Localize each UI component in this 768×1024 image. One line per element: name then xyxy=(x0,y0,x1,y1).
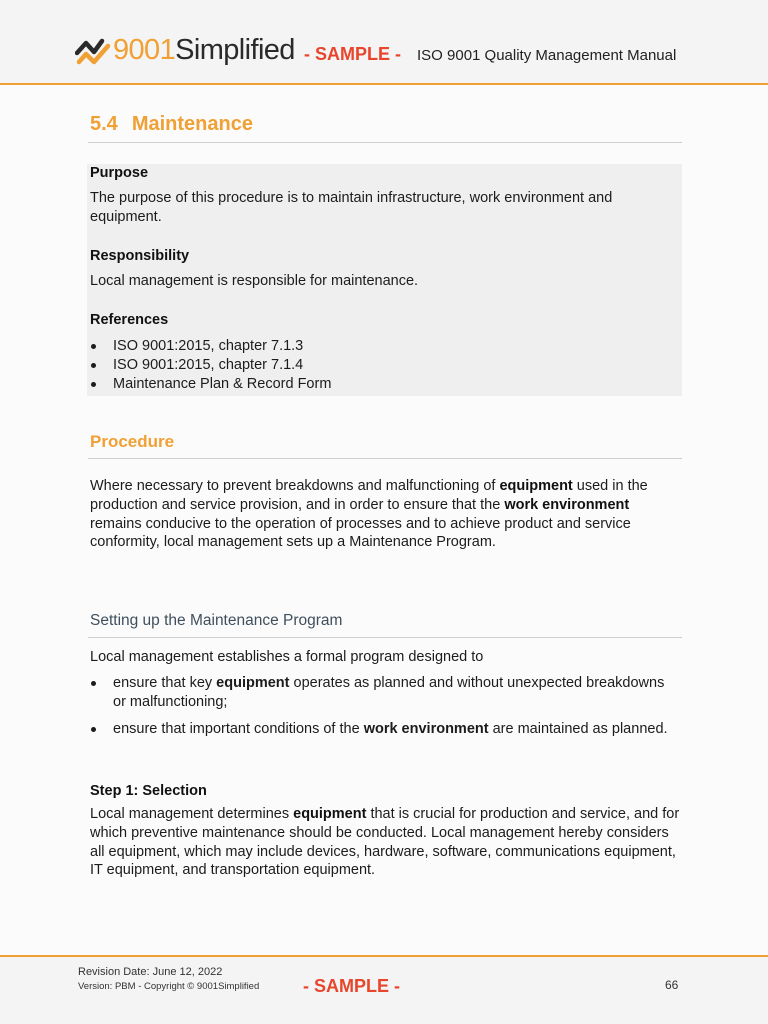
section-title-text: Maintenance xyxy=(131,113,253,135)
section-heading xyxy=(90,113,253,136)
list-item xyxy=(90,674,680,712)
version-copyright: Version: PBM - Copyright © 9001Simplified xyxy=(78,981,260,992)
setup-list xyxy=(90,674,680,746)
footer-sample-label: - SAMPLE - xyxy=(303,976,400,996)
list-item: Maintenance Plan & Record Form xyxy=(90,375,680,394)
step1-text-2: that is crucial for production and service, and for which preventive maintenance should be conducted. Local management hereby considers all equipment, which may include devices, hardware, software, communications equipment, IT equipment, and transportation equipment. xyxy=(90,806,680,879)
page-footer xyxy=(0,957,768,1024)
step1-heading: Step 1: Selection xyxy=(90,783,207,799)
bullet-bold: work environment xyxy=(363,720,489,737)
setup-heading: Setting up the Maintenance Program xyxy=(90,612,343,629)
references-list xyxy=(90,337,680,393)
list-item: ISO 9001:2015, chapter 7.1.3 xyxy=(90,337,680,356)
setup-divider xyxy=(88,637,682,638)
bullet-text: ensure that important conditions of the xyxy=(113,720,364,737)
setup-intro: Local management establishes a formal program designed to xyxy=(90,649,484,665)
purpose-heading: Purpose xyxy=(90,165,149,181)
logo-mark-icon xyxy=(75,35,111,65)
responsibility-text: Local management is responsible for maintenance. xyxy=(90,273,419,289)
purpose-text: The purpose of this procedure is to maintain infrastructure, work environment and equipment. xyxy=(90,190,613,225)
logo-word: Simplified xyxy=(175,33,295,66)
procedure-heading: Procedure xyxy=(90,432,175,451)
revision-date: Revision Date: June 12, 2022 xyxy=(78,966,223,978)
procedure-paragraph xyxy=(90,477,682,552)
document-title: ISO 9001 Quality Management Manual xyxy=(417,47,677,64)
list-item: ISO 9001:2015, chapter 7.1.4 xyxy=(90,356,680,375)
logo-wordmark xyxy=(113,33,295,66)
bullet-text: are maintained as planned. xyxy=(488,720,668,737)
step1-paragraph xyxy=(90,805,682,880)
logo-number: 9001 xyxy=(113,33,176,66)
bullet-bold: equipment xyxy=(216,675,290,691)
procedure-bold-1: equipment xyxy=(499,478,573,494)
brand-logo xyxy=(75,35,295,65)
bullet-text: operates as planned and without unexpected breakdowns or malfunctioning; xyxy=(113,675,665,710)
step1-bold: equipment xyxy=(293,806,367,822)
procedure-bold-2: work environment xyxy=(504,496,630,513)
page-number: 66 xyxy=(665,978,679,992)
bullet-text: ensure that key xyxy=(113,675,217,691)
references-heading: References xyxy=(90,312,169,328)
responsibility-heading: Responsibility xyxy=(90,248,190,264)
section-number: 5.4 xyxy=(90,113,118,135)
step1-text-1: Local management determines xyxy=(90,806,294,822)
procedure-text-2: used in the production and service provision, and in order to ensure that the xyxy=(90,478,648,513)
procedure-text-1: Where necessary to prevent breakdowns and malfunctioning of xyxy=(90,478,500,494)
page-header xyxy=(0,0,768,85)
header-sample-label: - SAMPLE - xyxy=(304,44,401,64)
section-divider xyxy=(88,142,682,143)
procedure-text-3: remains conducive to the operation of processes and to achieve product and service conformity, local management sets up a Maintenance Program. xyxy=(90,515,631,551)
procedure-divider xyxy=(88,458,682,459)
list-item xyxy=(90,720,680,739)
